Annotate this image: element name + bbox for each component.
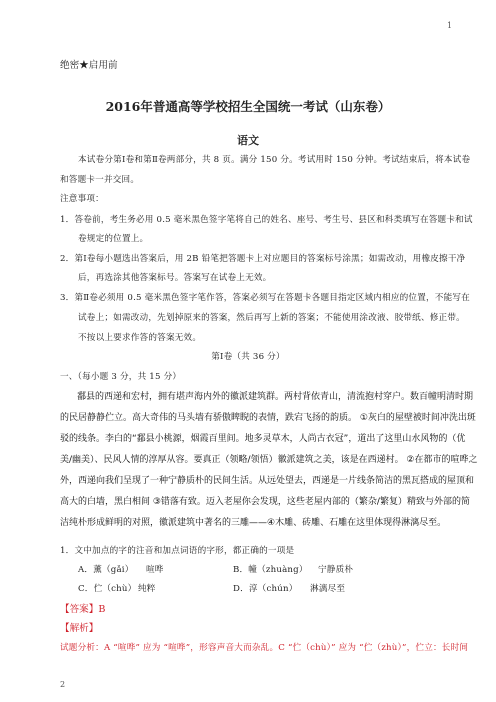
notice-1-line-2: 卷规定的位置上。 [78, 234, 149, 244]
passage-line-3: 驳的线条。李白的“鄱县小桃源，烟霞百里间。地多灵草木，人尚古衣冠”，道出了这里山水风物的（优 [60, 434, 466, 444]
part-heading: 第Ⅰ卷（共 36 分） [211, 352, 285, 362]
option-b-word: 宁静质朴 [318, 565, 354, 575]
answer-label: 【答案】B [60, 604, 106, 615]
intro-line-2: 和答题卡一并交回。 [60, 175, 140, 185]
subject-title: 语文 [237, 134, 259, 147]
notice-2-line-2: 后，再选涂其他答案标号。答案写在试卷上无效。 [78, 273, 272, 283]
notice-3-line-2: 试卷上；如需改动，先划掉原来的答案，然后再写上新的答案；不能使用涂改液、胶带纸、修正带。 [78, 313, 465, 323]
exam-title: 2016年普通高等学校招生全国统一考试（山东卷） [105, 99, 391, 114]
notice-heading: 注意事项： [60, 194, 104, 204]
intro-line-1: 本试卷分第Ⅰ卷和第Ⅱ卷两部分，共 8 页。满分 150 分。考试用时 150 分钟。考试结束后，将本试卷 [78, 155, 471, 165]
option-d-label: D．淳（chún） [233, 584, 298, 594]
passage-line-2: 的民居静静伫立。高大奇伟的马头墙有骄傲睥睨的表情，跌宕飞扬的韵质。 ①灰白的屋壁被时间冲洗出斑 [60, 413, 476, 423]
option-c-word: 纯粹 [138, 584, 156, 594]
notice-3-line-1: 3．第Ⅱ卷必须用 0.5 毫米黑色签字笔作答，答案必须写在答题卡各题目指定区域内相应的位置，不能写在 [60, 293, 470, 303]
passage-line-5: 外，西递向我们呈现了一种宁静质朴的民间生活。从远处望去，西递是一片线条简洁的黑瓦搭成的屋顶和 [60, 476, 475, 486]
question-1: 1．文中加点的字的注音和加点词语的字形，都正确的一项是 [60, 546, 295, 556]
passage-line-1: 鄱县的西递和宏村，拥有堪声海内外的徽派建筑群。两村背依青山，清流抱村穿户。数百幢明清时期 [77, 392, 474, 402]
confidential-mark: 绝密★启用前 [60, 60, 118, 71]
notice-2-line-1: 2．第Ⅰ卷每小题选出答案后，用 2B 铅笔把答题卡上对应题目的答案标号涂黑；如需改动，用橡皮擦干净 [60, 254, 466, 264]
notice-1-line-1: 1．答卷前，考生务必用 0.5 毫米黑色签字笔将自己的姓名、座号、考生号、县区和科类填写在答题卡和试 [60, 215, 473, 225]
option-c-label: C．伫（chù） [78, 584, 137, 594]
page-number-top: 1 [447, 21, 453, 30]
passage-line-6: 高大的白墙，黑白相间 ③错落有致。迈入老屋你会发现，这些老屋内部的（繁杂/繁复）精致与外部的简 [60, 497, 470, 507]
analysis-label: 【解析】 [60, 623, 99, 634]
passage-line-7: 洁纯朴形成鲜明的对照，徽派建筑中著名的三雕——④木雕、砖雕、石雕在这里体现得淋漓尽至。 [60, 518, 447, 528]
option-a-word: 喧哗 [146, 565, 164, 575]
passage-line-4: 美/幽美）、民风人情的淳厚从容。要真正（领略/领悟）徽派建筑之美，该是在西递村。 ②在都市的喧哗之 [60, 455, 478, 465]
option-d-word: 淋漓尽至 [310, 584, 346, 594]
analysis-text: 试题分析：A “喧哗” 应为 “喧哗”，形容声音大而杂乱。C “伫（chù）” 应为 “伫（zhù）”，伫立：长时间 [60, 643, 469, 653]
option-b-label: B．幢（zhuàng） [233, 565, 308, 575]
section-heading: 一、（每小题 3 分，共 15 分） [60, 372, 182, 382]
notice-3-line-3: 不按以上要求作答的答案无效。 [78, 333, 202, 343]
page-number-bottom: 2 [60, 680, 66, 689]
option-a-label: A．薰（gǎi） [78, 565, 134, 575]
